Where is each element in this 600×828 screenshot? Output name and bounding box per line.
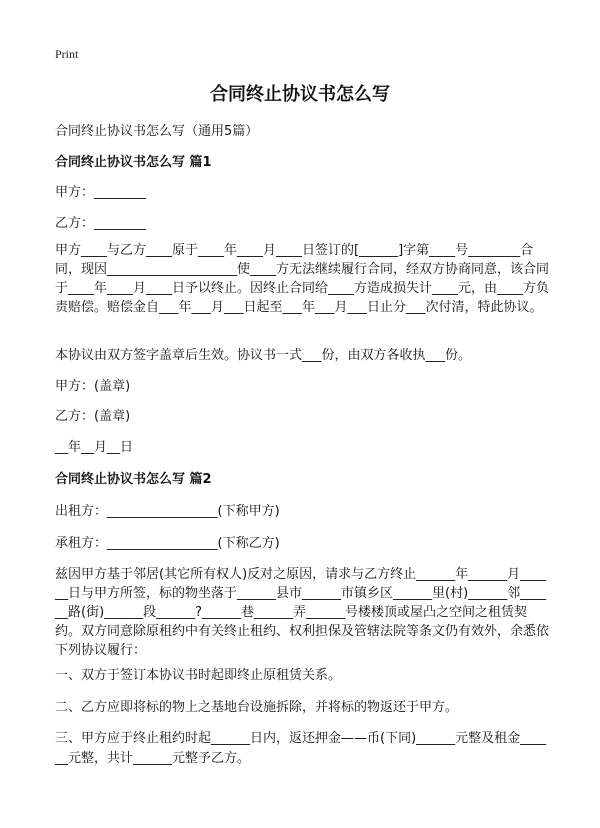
section2-lessor: 出租方：_________________(下称甲方) [55, 504, 280, 519]
document-subtitle: 合同终止协议书怎么写（通用5篇） [55, 124, 259, 139]
section1-effect-paragraph: 本协议由双方签字盖章后生效。协议书一式___份，由双方各收执___份。 [55, 348, 472, 363]
section1-sign-a: 甲方：(盖章) [55, 379, 131, 394]
section1-sign-b: 乙方：(盖章) [55, 409, 131, 424]
section1-date: __年__月__日 [55, 440, 134, 455]
print-link[interactable]: Print [55, 47, 79, 61]
section2-item-1: 一、双方于签订本协议书时起即终止原租赁关系。 [55, 668, 342, 683]
section2-heading: 合同终止协议书怎么写 篇2 [55, 472, 212, 487]
section1-body-paragraph: 甲方____与乙方____原于____年____月____日签订的[______]字第____号________合同，现因____________________使____方无法继续履行合同，经双方协商同意，该合同于____年____月____日予以终止。因终止合同给____方造成损失计____元，由____方负责赔偿。赔偿金自___年___月___日起至___年___月___日止分___次付清，特此协议。 [55, 243, 550, 315]
section2-item-3: 三、甲方应于终止租约时起______日内，返还押金——币(下同)______元整及租金______元整，共计______元整予乙方。 [55, 731, 547, 766]
section1-party-a: 甲方：________ [55, 185, 147, 200]
section1-heading: 合同终止协议书怎么写 篇1 [55, 155, 212, 170]
section1-party-b: 乙方：________ [55, 216, 147, 231]
document-title: 合同终止协议书怎么写 [210, 84, 390, 105]
section2-item-2: 二、乙方应即将标的物上之基地台设施拆除，并将标的物返还于甲方。 [55, 700, 459, 715]
section2-lessee: 承租方：_________________(下称乙方) [55, 536, 280, 551]
section2-body-paragraph: 兹因甲方基于邻居(其它所有权人)反对之原因，请求与乙方终止______年______月______日与甲方所签，标的物坐落于______县市______市镇乡区______里(村)______邻______路(街)______段______?______巷______弄______号楼楼顶或屋凸之空间之租赁契约。双方同意除原租约中有关终止租约、权利担保及管辖法院等条文仍有效外，余悉依下列协议履行： [55, 567, 550, 658]
